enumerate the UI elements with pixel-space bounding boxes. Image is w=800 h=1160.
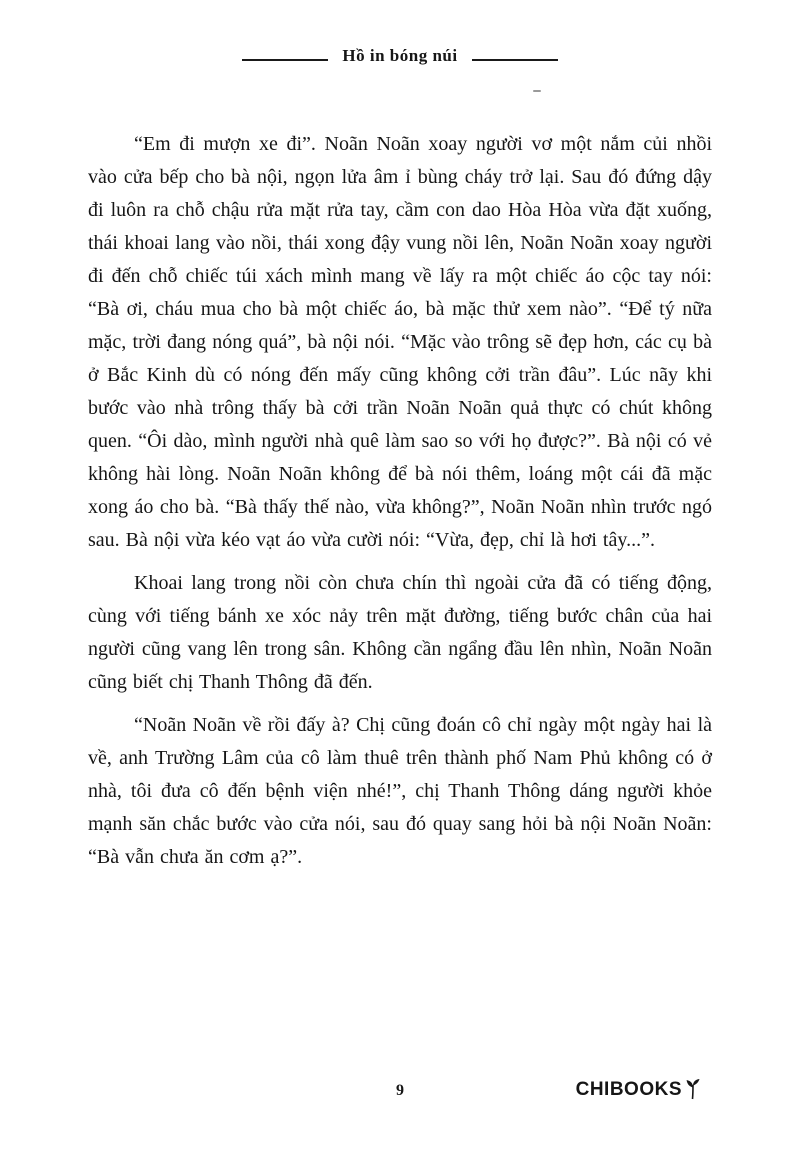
body-paragraph-1: “Em đi mượn xe đi”. Noãn Noãn xoay người vơ một nắm củi nhồi vào cửa bếp cho bà nội, ngọn lửa âm ỉ bùng cháy trở lại. Sau đó đứng dậy đi luôn ra chỗ chậu rửa mặt rửa tay, cầm con dao Hòa Hòa vừa đặt xuống, thái khoai lang vào nồi, thái xong đậy vung nồi lên, Noãn Noãn xoay người đi đến chỗ chiếc túi xách mình mang về lấy ra một chiếc áo cộc tay nói: “Bà ơi, cháu mua cho bà một chiếc áo, bà mặc thử xem nào”. “Để tý nữa mặc, trời đang nóng quá”, bà nội nói. “Mặc vào trông sẽ đẹp hơn, các cụ bà ở Bắc Kinh dù có nóng đến mấy cũng không cởi trần đâu”. Lúc nãy khi bước vào nhà trông thấy bà cởi trần Noãn Noãn quả thực có chút không quen. “Ôi dào, mình người nhà quê làm sao so với họ được?”. Bà nội có vẻ không hài lòng. Noãn Noãn không để bà nói thêm, loáng một cái đã mặc xong áo cho bà. “Bà thấy thế nào, vừa không?”, Noãn Noãn nhìn trước ngó sau. Bà nội vừa kéo vạt áo vừa cười nói: “Vừa, đẹp, chỉ là hơi tây...”. (88, 133, 712, 551)
scan-artifact (533, 90, 541, 92)
publisher-name: CHIBOOKS (575, 1079, 682, 1100)
header-rule-right (472, 59, 558, 61)
body-paragraph-3: “Noãn Noãn về rồi đấy à? Chị cũng đoán cô chỉ ngày một ngày hai là về, anh Trường Lâm của cô làm thuê trên thành phố Nam Phủ không có ở nhà, tôi đưa cô đến bệnh viện nhé!”, chị Thanh Thông dáng người khỏe mạnh săn chắc bước vào cửa nói, sau đó quay sang hỏi bà nội Noãn Noãn: “Bà vẫn chưa ăn cơm ạ?”. (88, 714, 712, 868)
header-rule-left (242, 59, 328, 61)
leaf-icon (684, 1078, 702, 1106)
book-title: Hồ in bóng núi (342, 46, 458, 65)
page-text (88, 128, 712, 884)
publisher-logo (576, 1076, 702, 1104)
body-paragraph-2: Khoai lang trong nồi còn chưa chín thì ngoài cửa đã có tiếng động, cùng với tiếng bánh xe xóc nảy trên mặt đường, tiếng bước chân của hai người cũng vang lên trong sân. Không cần ngẩng đầu lên nhìn, Noãn Noãn cũng biết chị Thanh Thông đã đến. (88, 572, 712, 693)
page-number: 9 (396, 1082, 404, 1099)
running-head (0, 46, 800, 66)
